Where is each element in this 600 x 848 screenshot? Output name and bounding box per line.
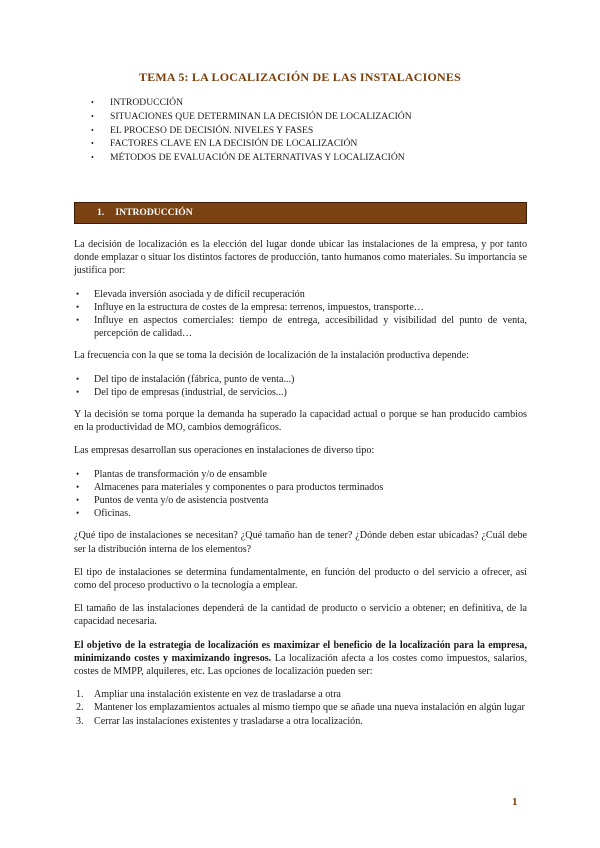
paragraph — [74, 639, 527, 679]
list-number: 1. — [76, 689, 84, 701]
bullet-list — [74, 468, 527, 521]
list-item — [74, 701, 527, 714]
paragraph: La frecuencia con la que se toma la decisión de localización de la instalación productiva depende: — [74, 350, 469, 362]
table-of-contents — [96, 96, 412, 165]
list-item — [74, 715, 527, 728]
bullet-list — [74, 373, 527, 399]
list-item-text: Mantener los emplazamientos actuales al mismo tiempo que se añade una nueva instalación en algún lugar — [94, 702, 525, 714]
bold-text: El objetivo de la estrategia de localización es maximizar el beneficio de la localización para la empresa, minimizando costes y maximizando ingresos. — [74, 639, 527, 664]
section-number: 1. — [97, 207, 105, 218]
list-item: • Del tipo de empresas (industrial, de servicios...) — [74, 386, 527, 399]
list-item: • Elevada inversión asociada y de difícil recuperación — [74, 288, 527, 301]
section-header — [74, 202, 527, 224]
section-title: INTRODUCCIÓN — [115, 207, 193, 218]
list-item — [74, 688, 527, 701]
paragraph: Y la decisión se toma porque la demanda ha superado la capacidad actual o porque se han producido cambios en la productividad de MO, cambios demográficos. — [74, 409, 527, 434]
paragraph: Las empresas desarrollan sus operaciones en instalaciones de diverso tipo: — [74, 445, 375, 457]
paragraph: El tipo de instalaciones se determina fundamentalmente, en función del producto o del servicio a ofrecer, así como del proceso productivo o la tecnología a emplear. — [74, 566, 527, 592]
toc-item: • MÉTODOS DE EVALUACIÓN DE ALTERNATIVAS Y LOCALIZACIÓN — [96, 151, 412, 165]
list-item: • Influye en aspectos comerciales: tiempo de entrega, accesibilidad y visibilidad del punto de venta, percepción de calidad… — [74, 314, 527, 340]
list-item-text: Ampliar una instalación existente en vez de trasladarse a otra — [94, 689, 341, 701]
paragraph: ¿Qué tipo de instalaciones se necesitan? ¿Qué tamaño han de tener? ¿Dónde deben estar ubicadas? ¿Cuál debe ser la distribución interna de los elementos? — [74, 530, 527, 555]
list-number: 2. — [76, 702, 84, 714]
toc-item: • INTRODUCCIÓN — [96, 96, 412, 110]
paragraph: El tamaño de las instalaciones dependerá de la cantidad de producto o servicio a obtener; en definitiva, de la capacidad necesaria. — [74, 603, 527, 628]
document-title: TEMA 5: LA LOCALIZACIÓN DE LAS INSTALACIONES — [139, 70, 461, 84]
list-item: • Puntos de venta y/o de asistencia postventa — [74, 494, 527, 507]
page-number: 1 — [512, 796, 518, 808]
section-body — [74, 238, 527, 737]
numbered-list — [74, 688, 527, 728]
toc-item: • EL PROCESO DE DECISIÓN. NIVELES Y FASES — [96, 124, 412, 138]
list-number: 3. — [76, 715, 84, 727]
bullet-list — [74, 288, 527, 341]
list-item: • Plantas de transformación y/o de ensamble — [74, 468, 527, 481]
list-item: • Oficinas. — [74, 507, 527, 520]
toc-item: • FACTORES CLAVE EN LA DECISIÓN DE LOCALIZACIÓN — [96, 137, 412, 151]
toc-item: • SITUACIONES QUE DETERMINAN LA DECISIÓN DE LOCALIZACIÓN — [96, 110, 412, 124]
paragraph-text: La localización afecta a los costes como impuestos, salarios, costes de MMPP, alquileres, etc. Las opciones de localización pueden ser: — [74, 652, 528, 678]
list-item: • Del tipo de instalación (fábrica, punto de venta...) — [74, 373, 527, 386]
paragraph: La decisión de localización es la elección del lugar donde ubicar las instalaciones de la empresa, y por tanto donde emplazar o situar los distintos factores de producción, tanto humanos como materiales. Su importancia se justifica por: — [74, 239, 527, 277]
list-item: • Influye en la estructura de costes de la empresa: terrenos, impuestos, transporte… — [74, 301, 527, 314]
list-item-text: Cerrar las instalaciones existentes y trasladarse a otra localización. — [94, 715, 363, 727]
list-item: • Almacenes para materiales y componentes o para productos terminados — [74, 481, 527, 494]
